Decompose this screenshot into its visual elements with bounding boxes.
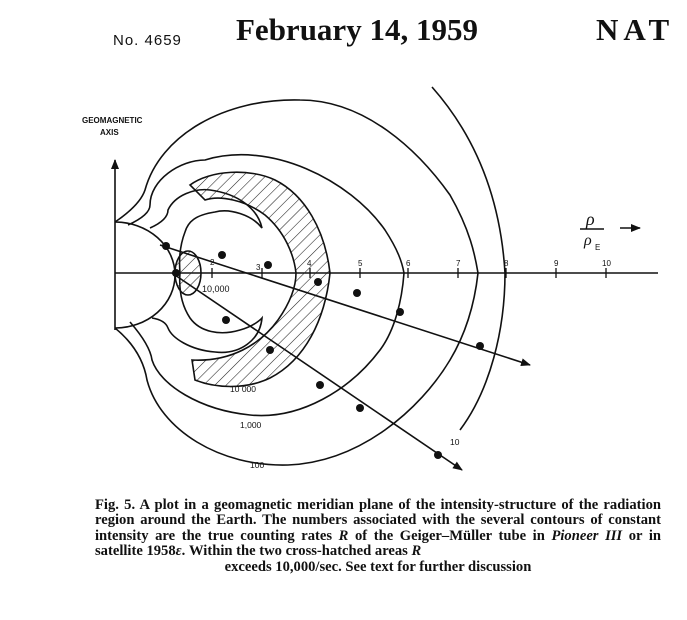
trajectory-point [314, 278, 322, 286]
caption-variable: R [338, 527, 349, 544]
page-header [0, 0, 687, 60]
trajectory-point [266, 346, 274, 354]
trajectory-upper [160, 245, 530, 365]
trajectory-point [264, 261, 272, 269]
earth-outline [115, 222, 175, 328]
issue-date: February 14, 1959 [236, 12, 478, 47]
trajectory-point [434, 451, 442, 459]
caption-part: or in satellite 1958 [95, 527, 661, 560]
contour-label-100: 100 [250, 460, 265, 470]
outer-arc [432, 87, 505, 430]
rho-e-label: ρ [584, 232, 592, 249]
trajectory-point [476, 342, 484, 350]
figure-caption [95, 498, 661, 575]
radiation-figure [0, 60, 687, 490]
outer-belt-hatched [190, 172, 330, 386]
tick-label: 7 [456, 259, 461, 268]
trajectory-point [356, 404, 364, 412]
trajectory-point [316, 381, 324, 389]
issue-number: No. 4659 [113, 32, 182, 49]
axis-label-line2: AXIS [100, 128, 119, 137]
tick-label: 9 [554, 259, 559, 268]
trajectory-point [353, 289, 361, 297]
trajectory-point [162, 242, 170, 250]
tick-label: 5 [358, 259, 363, 268]
trajectory-point [222, 316, 230, 324]
rho-label: ρ [586, 209, 595, 229]
caption-variable: R [411, 543, 422, 560]
tick-label: 8 [504, 259, 509, 268]
tick-label: 3 [256, 263, 261, 272]
tick-label: 6 [406, 259, 411, 268]
journal-name: NAT [596, 12, 675, 47]
contour-10000-inner [150, 190, 262, 353]
caption-part: . Within the two cross-hatched areas [181, 543, 412, 560]
caption-last-line: exceeds 10,000/sec. See text for further discussion [224, 558, 532, 575]
caption-part: Fig. 5. A plot in a geomagnetic meridian plane of the intensity-structure of the radiation region around the Earth. The numbers associated with the several contours of constant intensity are the true counting rates [95, 497, 661, 544]
trajectory-point [218, 251, 226, 259]
trajectory-point [396, 308, 404, 316]
contour-label-inner: 10,000 [202, 284, 230, 294]
caption-epsilon: ε [175, 543, 182, 560]
contour-label-10000: 10 000 [230, 384, 256, 394]
caption-satellite-name: Pioneer III [551, 527, 623, 544]
caption-part: of the Geiger–Müller tube in [348, 527, 552, 544]
radiation-plot [0, 60, 687, 490]
axis-label-line1: GEOMAGNETIC [82, 116, 143, 125]
trajectory-point [172, 269, 180, 277]
tick-label: 2 [210, 258, 215, 267]
contour-label-1000: 1,000 [240, 420, 262, 430]
rho-e-subscript: E [595, 243, 601, 252]
tick-label: 4 [307, 259, 312, 268]
tick-label: 10 [602, 259, 611, 268]
trajectory-label: 10 [450, 437, 460, 447]
